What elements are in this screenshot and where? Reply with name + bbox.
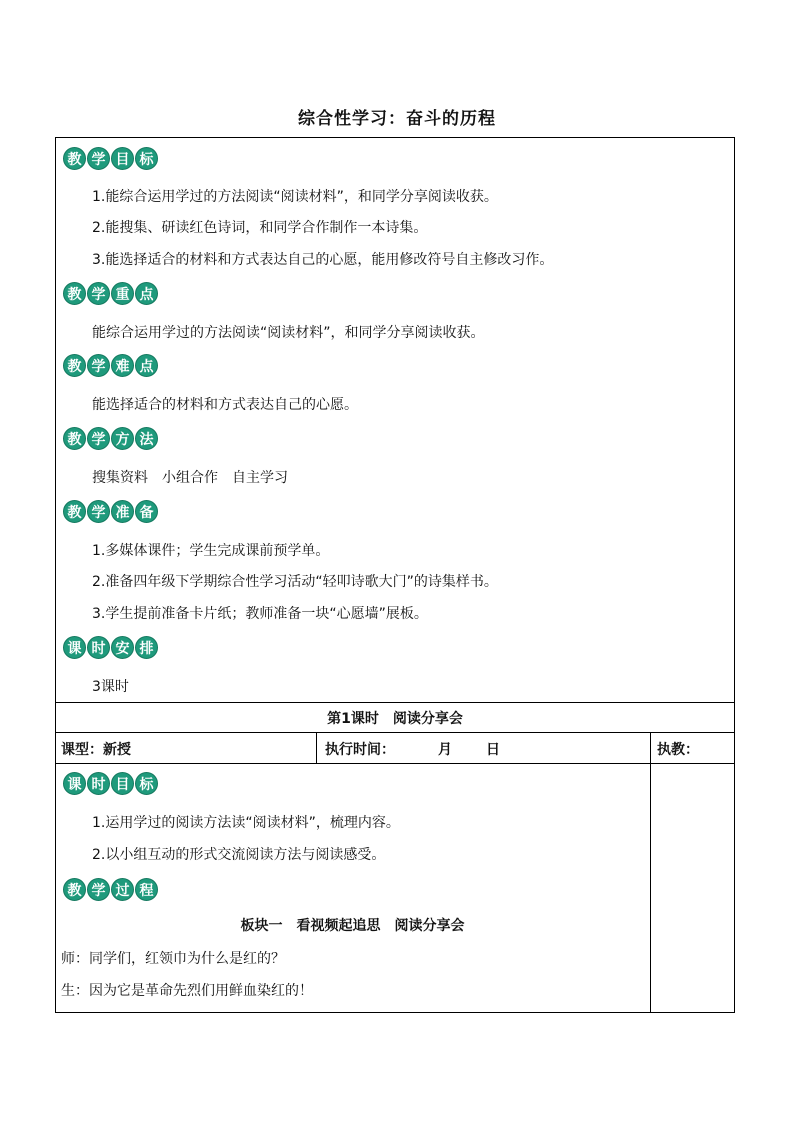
heading-char: 方 xyxy=(111,427,134,450)
preparation-item-1: 1.多媒体课件；学生完成课前预学单。 xyxy=(92,543,330,559)
heading-char: 学 xyxy=(87,427,110,450)
row-divider-lesson-title xyxy=(55,702,735,703)
heading-char: 安 xyxy=(111,636,134,659)
execution-day: 日 xyxy=(486,742,500,758)
teacher-label: 执教： xyxy=(657,742,699,758)
goal-item-2: 2.能搜集、研读红色诗词，和同学合作制作一本诗集。 xyxy=(92,220,428,236)
lesson-goal-item-2: 2.以小组互动的形式交流阅读方法与阅读感受。 xyxy=(92,847,386,863)
goal-item-3: 3.能选择适合的材料和方式表达自己的心愿，能用修改符号自主修改习作。 xyxy=(92,252,554,268)
lesson-title: 第1课时 阅读分享会 xyxy=(327,711,463,727)
row-divider-info xyxy=(55,732,735,733)
heading-char: 法 xyxy=(135,427,158,450)
heading-difficulties xyxy=(63,354,159,377)
heading-char: 难 xyxy=(111,354,134,377)
heading-teaching-goals xyxy=(63,147,159,170)
heading-char: 学 xyxy=(87,878,110,901)
heading-methods xyxy=(63,427,159,450)
heading-key-points xyxy=(63,282,159,305)
preparation-item-2: 2.准备四年级下学期综合性学习活动“轻叩诗歌大门”的诗集样书。 xyxy=(92,574,498,590)
heading-char: 学 xyxy=(87,354,110,377)
heading-char: 学 xyxy=(87,282,110,305)
heading-char: 教 xyxy=(63,427,86,450)
heading-char: 教 xyxy=(63,282,86,305)
dialogue-student: 生：因为它是革命先烈们用鲜血染红的！ xyxy=(61,983,313,999)
heading-char: 课 xyxy=(63,772,86,795)
heading-char: 教 xyxy=(63,354,86,377)
goal-item-1: 1.能综合运用学过的方法阅读“阅读材料”，和同学分享阅读收获。 xyxy=(92,189,498,205)
schedule-text: 3课时 xyxy=(92,679,129,695)
heading-char: 学 xyxy=(87,500,110,523)
heading-char: 时 xyxy=(87,772,110,795)
execution-time-label: 执行时间： xyxy=(325,742,395,758)
col-divider-1 xyxy=(316,732,317,763)
heading-char: 目 xyxy=(111,147,134,170)
heading-char: 标 xyxy=(135,147,158,170)
lesson-type: 课型：新授 xyxy=(61,742,131,758)
row-divider-body xyxy=(55,763,735,764)
heading-char: 教 xyxy=(63,500,86,523)
heading-char: 目 xyxy=(111,772,134,795)
heading-lesson-goals xyxy=(63,772,159,795)
heading-char: 准 xyxy=(111,500,134,523)
heading-char: 过 xyxy=(111,878,134,901)
heading-char: 备 xyxy=(135,500,158,523)
methods-text: 搜集资料 小组合作 自主学习 xyxy=(92,470,288,486)
preparation-item-3: 3.学生提前准备卡片纸；教师准备一块“心愿墙”展板。 xyxy=(92,606,428,622)
heading-char: 点 xyxy=(135,354,158,377)
heading-char: 排 xyxy=(135,636,158,659)
heading-char: 教 xyxy=(63,878,86,901)
heading-char: 重 xyxy=(111,282,134,305)
heading-preparation xyxy=(63,500,159,523)
key-points-text: 能综合运用学过的方法阅读“阅读材料”，和同学分享阅读收获。 xyxy=(92,325,485,341)
heading-char: 课 xyxy=(63,636,86,659)
heading-teaching-process xyxy=(63,878,159,901)
heading-char: 教 xyxy=(63,147,86,170)
heading-char: 学 xyxy=(87,147,110,170)
page-title: 综合性学习：奋斗的历程 xyxy=(298,109,496,129)
process-block-title: 板块一 看视频起追思 阅读分享会 xyxy=(240,918,465,934)
heading-char: 程 xyxy=(135,878,158,901)
execution-month: 月 xyxy=(438,742,452,758)
heading-schedule xyxy=(63,636,159,659)
heading-char: 标 xyxy=(135,772,158,795)
heading-char: 点 xyxy=(135,282,158,305)
dialogue-teacher: 师：同学们，红领巾为什么是红的？ xyxy=(61,951,285,967)
difficulties-text: 能选择适合的材料和方式表达自己的心愿。 xyxy=(92,397,358,413)
lesson-goal-item-1: 1.运用学过的阅读方法读“阅读材料”，梳理内容。 xyxy=(92,815,400,831)
heading-char: 时 xyxy=(87,636,110,659)
col-divider-2 xyxy=(650,732,651,1013)
